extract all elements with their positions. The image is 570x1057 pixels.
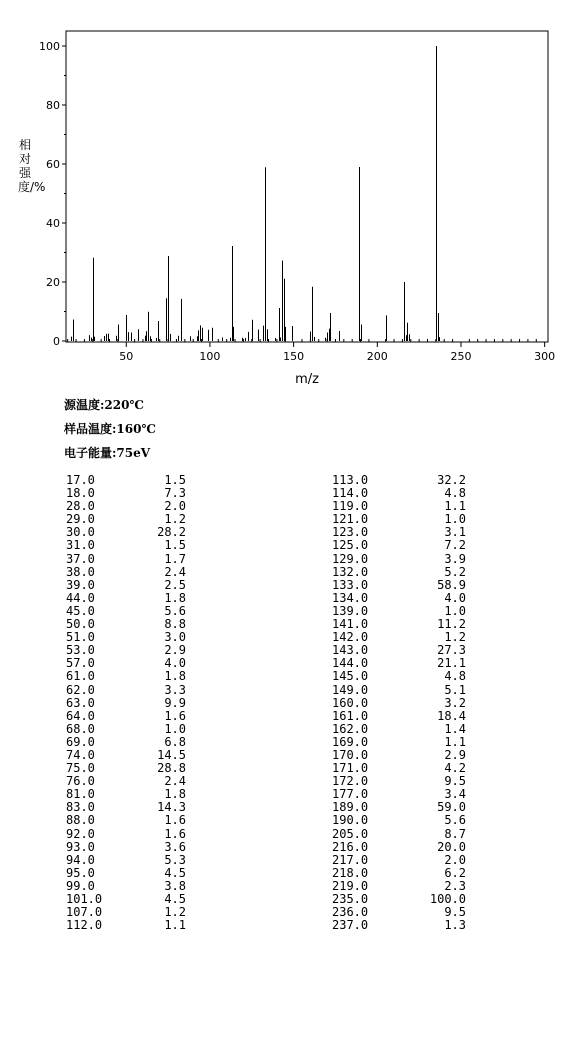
peak-row	[66, 867, 236, 880]
peak-mz: 29.0	[66, 512, 95, 527]
peak-intensity: 9.9	[164, 695, 186, 710]
peak-mz: 119.0	[332, 499, 369, 514]
peak-mz: 45.0	[66, 603, 95, 618]
peak-mz: 143.0	[332, 643, 369, 658]
peak-mz: 50.0	[66, 617, 95, 632]
peak-mz: 30.0	[66, 525, 95, 540]
peak-intensity: 100.0	[429, 892, 466, 906]
peak-intensity: 1.8	[164, 590, 186, 605]
peak-intensity: 3.9	[444, 551, 466, 566]
peak-intensity: 2.4	[164, 564, 186, 579]
peak-intensity: 2.0	[164, 499, 186, 514]
peak-row	[66, 670, 236, 683]
sample-temperature: 样品温度:160℃	[64, 422, 156, 436]
peak-intensity: 6.2	[444, 865, 466, 880]
peak-mz: 141.0	[332, 617, 369, 632]
peak-intensity: 3.0	[164, 630, 186, 645]
mass-spectrum-chart	[0, 0, 570, 390]
peak-intensity: 5.2	[444, 564, 466, 579]
peak-row	[66, 919, 236, 932]
peak-mz: 93.0	[66, 839, 95, 854]
y-tick-label: 60	[46, 158, 60, 171]
peak-mz: 92.0	[66, 826, 95, 841]
peak-row	[66, 736, 236, 749]
peak-row	[66, 828, 236, 841]
spectrum-bars	[72, 46, 440, 341]
x-axis-label: m/z	[295, 372, 319, 387]
peak-row	[332, 553, 502, 566]
peak-mz: 162.0	[332, 721, 369, 736]
electron-energy: 电子能量:75eV	[64, 446, 151, 460]
peak-row	[66, 710, 236, 723]
peak-intensity: 1.1	[444, 499, 466, 514]
peak-intensity: 3.4	[444, 787, 466, 802]
peak-intensity: 5.1	[444, 682, 466, 697]
peak-mz: 75.0	[66, 761, 95, 776]
peak-row	[332, 723, 502, 736]
peak-mz: 81.0	[66, 787, 95, 802]
peak-row	[66, 841, 236, 854]
peak-mz: 123.0	[332, 525, 369, 540]
peak-mz: 57.0	[66, 656, 95, 671]
peak-intensity: 1.6	[164, 826, 186, 841]
peak-intensity: 1.7	[164, 551, 186, 566]
peak-mz: 83.0	[66, 800, 95, 815]
peak-row	[332, 814, 502, 827]
peak-row	[332, 539, 502, 552]
peak-intensity: 9.5	[444, 905, 466, 920]
peak-row	[66, 814, 236, 827]
peak-intensity: 1.5	[164, 538, 186, 553]
peak-row	[332, 579, 502, 592]
peak-row	[66, 684, 236, 697]
peak-mz: 236.0	[332, 905, 369, 920]
peak-mz: 237.0	[332, 918, 369, 933]
peak-intensity: 1.1	[164, 918, 186, 933]
peak-mz: 125.0	[332, 538, 369, 553]
peak-mz: 44.0	[66, 590, 95, 605]
peak-intensity: 4.8	[444, 669, 466, 684]
peak-row	[332, 710, 502, 723]
peak-row	[332, 670, 502, 683]
peak-mz: 132.0	[332, 564, 369, 579]
peak-row	[332, 854, 502, 867]
peak-intensity: 2.3	[444, 878, 466, 893]
peak-mz: 169.0	[332, 734, 369, 749]
x-tick-label: 250	[450, 350, 472, 363]
peak-intensity: 21.1	[437, 656, 466, 671]
peak-mz: 68.0	[66, 721, 95, 736]
peak-intensity: 4.2	[444, 761, 466, 776]
peak-mz: 177.0	[332, 787, 369, 802]
peak-mz: 63.0	[66, 695, 95, 710]
peak-mz: 39.0	[66, 577, 95, 592]
peak-intensity: 1.5	[164, 473, 186, 487]
peak-intensity: 8.8	[164, 617, 186, 632]
x-tick-label: 100	[199, 350, 221, 363]
peak-mz: 218.0	[332, 865, 369, 880]
peak-mz: 114.0	[332, 486, 369, 501]
peak-mz: 101.0	[66, 892, 103, 906]
peak-mz: 51.0	[66, 630, 95, 645]
peak-intensity: 3.1	[444, 525, 466, 540]
peak-mz: 28.0	[66, 499, 95, 514]
peak-mz: 61.0	[66, 669, 95, 684]
peak-row	[332, 736, 502, 749]
peak-row	[66, 553, 236, 566]
peak-mz: 121.0	[332, 512, 369, 527]
peak-mz: 94.0	[66, 852, 95, 867]
peak-intensity: 1.6	[164, 813, 186, 828]
peak-intensity: 14.5	[157, 747, 186, 762]
y-tick-label: 80	[46, 99, 60, 112]
peak-mz: 133.0	[332, 577, 369, 592]
x-tick-label: 200	[366, 350, 388, 363]
peak-mz: 69.0	[66, 734, 95, 749]
peak-mz: 74.0	[66, 747, 95, 762]
peak-intensity: 1.2	[444, 630, 466, 645]
peak-mz: 189.0	[332, 800, 369, 815]
peak-intensity: 59.0	[437, 800, 466, 815]
peak-mz: 139.0	[332, 603, 369, 618]
peak-row	[66, 539, 236, 552]
peak-intensity: 2.9	[444, 747, 466, 762]
peak-intensity: 1.8	[164, 669, 186, 684]
peak-mz: 142.0	[332, 630, 369, 645]
peak-intensity: 8.7	[444, 826, 466, 841]
peak-mz: 235.0	[332, 892, 369, 906]
peak-intensity: 7.2	[444, 538, 466, 553]
peak-intensity: 5.6	[164, 603, 186, 618]
peak-row	[332, 566, 502, 579]
plot-frame	[66, 31, 548, 342]
peak-intensity: 28.8	[157, 761, 186, 776]
peak-mz: 160.0	[332, 695, 369, 710]
peak-mz: 216.0	[332, 839, 369, 854]
peak-intensity: 4.5	[164, 865, 186, 880]
peak-row	[332, 697, 502, 710]
peak-mz: 161.0	[332, 708, 369, 723]
peak-intensity: 1.2	[164, 905, 186, 920]
peak-intensity: 6.8	[164, 734, 186, 749]
peak-intensity: 1.4	[444, 721, 466, 736]
x-tick-label: 300	[534, 350, 556, 363]
x-tick-label: 50	[119, 350, 134, 363]
peak-mz: 62.0	[66, 682, 95, 697]
peak-intensity: 4.8	[444, 486, 466, 501]
peak-mz: 129.0	[332, 551, 369, 566]
peak-intensity: 27.3	[437, 643, 466, 658]
peak-table-right	[332, 474, 502, 932]
y-tick-label: 20	[46, 276, 60, 289]
peak-intensity: 5.6	[444, 813, 466, 828]
peak-row	[332, 592, 502, 605]
peak-row	[66, 697, 236, 710]
peak-intensity: 1.8	[164, 787, 186, 802]
peak-mz: 219.0	[332, 878, 369, 893]
peak-intensity: 4.0	[164, 656, 186, 671]
y-tick-label: 0	[53, 335, 60, 348]
peak-intensity: 5.3	[164, 852, 186, 867]
peak-row	[66, 723, 236, 736]
peak-row	[332, 828, 502, 841]
x-axis	[119, 342, 555, 363]
peak-intensity: 1.0	[164, 721, 186, 736]
peak-intensity: 32.2	[437, 473, 466, 487]
peak-mz: 95.0	[66, 865, 95, 880]
peak-intensity: 11.2	[437, 617, 466, 632]
peak-row	[66, 592, 236, 605]
peak-mz: 172.0	[332, 774, 369, 789]
peak-mz: 144.0	[332, 656, 369, 671]
peak-row	[332, 841, 502, 854]
peak-mz: 17.0	[66, 473, 95, 487]
peak-mz: 31.0	[66, 538, 95, 553]
peak-mz: 113.0	[332, 473, 369, 487]
peak-row	[66, 854, 236, 867]
peak-mz: 145.0	[332, 669, 369, 684]
peak-intensity: 4.5	[164, 892, 186, 906]
peak-intensity: 3.3	[164, 682, 186, 697]
peak-intensity: 2.5	[164, 577, 186, 592]
peak-intensity: 2.9	[164, 643, 186, 658]
peak-intensity: 1.0	[444, 512, 466, 527]
peak-row	[332, 684, 502, 697]
peak-mz: 205.0	[332, 826, 369, 841]
peak-mz: 53.0	[66, 643, 95, 658]
peak-intensity: 2.4	[164, 774, 186, 789]
peak-mz: 170.0	[332, 747, 369, 762]
peak-mz: 99.0	[66, 878, 95, 893]
peak-mz: 37.0	[66, 551, 95, 566]
peak-intensity: 3.6	[164, 839, 186, 854]
source-temperature: 源温度:220℃	[64, 398, 144, 412]
peak-mz: 64.0	[66, 708, 95, 723]
peak-row	[332, 919, 502, 932]
peak-mz: 88.0	[66, 813, 95, 828]
peak-table-left	[66, 474, 236, 932]
peak-intensity: 1.6	[164, 708, 186, 723]
peak-intensity: 1.1	[444, 734, 466, 749]
peak-intensity: 18.4	[437, 708, 466, 723]
peak-intensity: 4.0	[444, 590, 466, 605]
peak-intensity: 58.9	[437, 577, 466, 592]
peak-intensity: 14.3	[157, 800, 186, 815]
x-tick-label: 150	[283, 350, 305, 363]
peak-intensity: 1.2	[164, 512, 186, 527]
peak-mz: 107.0	[66, 905, 103, 920]
peak-mz: 112.0	[66, 918, 103, 933]
peak-intensity: 28.2	[157, 525, 186, 540]
peak-intensity: 20.0	[437, 839, 466, 854]
peak-mz: 38.0	[66, 564, 95, 579]
peak-mz: 149.0	[332, 682, 369, 697]
peak-intensity: 3.2	[444, 695, 466, 710]
peak-mz: 217.0	[332, 852, 369, 867]
y-axis-label: 相对强度/%	[18, 138, 46, 194]
peak-intensity: 3.8	[164, 878, 186, 893]
peak-row	[66, 566, 236, 579]
peak-mz: 76.0	[66, 774, 95, 789]
peak-mz: 18.0	[66, 486, 95, 501]
peak-row	[66, 579, 236, 592]
peak-intensity: 7.3	[164, 486, 186, 501]
peak-intensity: 1.3	[444, 918, 466, 933]
peak-intensity: 1.0	[444, 603, 466, 618]
y-tick-label: 100	[39, 40, 60, 53]
peak-row	[332, 867, 502, 880]
peak-intensity: 2.0	[444, 852, 466, 867]
peak-intensity: 9.5	[444, 774, 466, 789]
peak-mz: 190.0	[332, 813, 369, 828]
y-tick-label: 40	[46, 217, 60, 230]
y-axis	[39, 40, 66, 348]
peak-mz: 171.0	[332, 761, 369, 776]
peak-mz: 134.0	[332, 590, 369, 605]
